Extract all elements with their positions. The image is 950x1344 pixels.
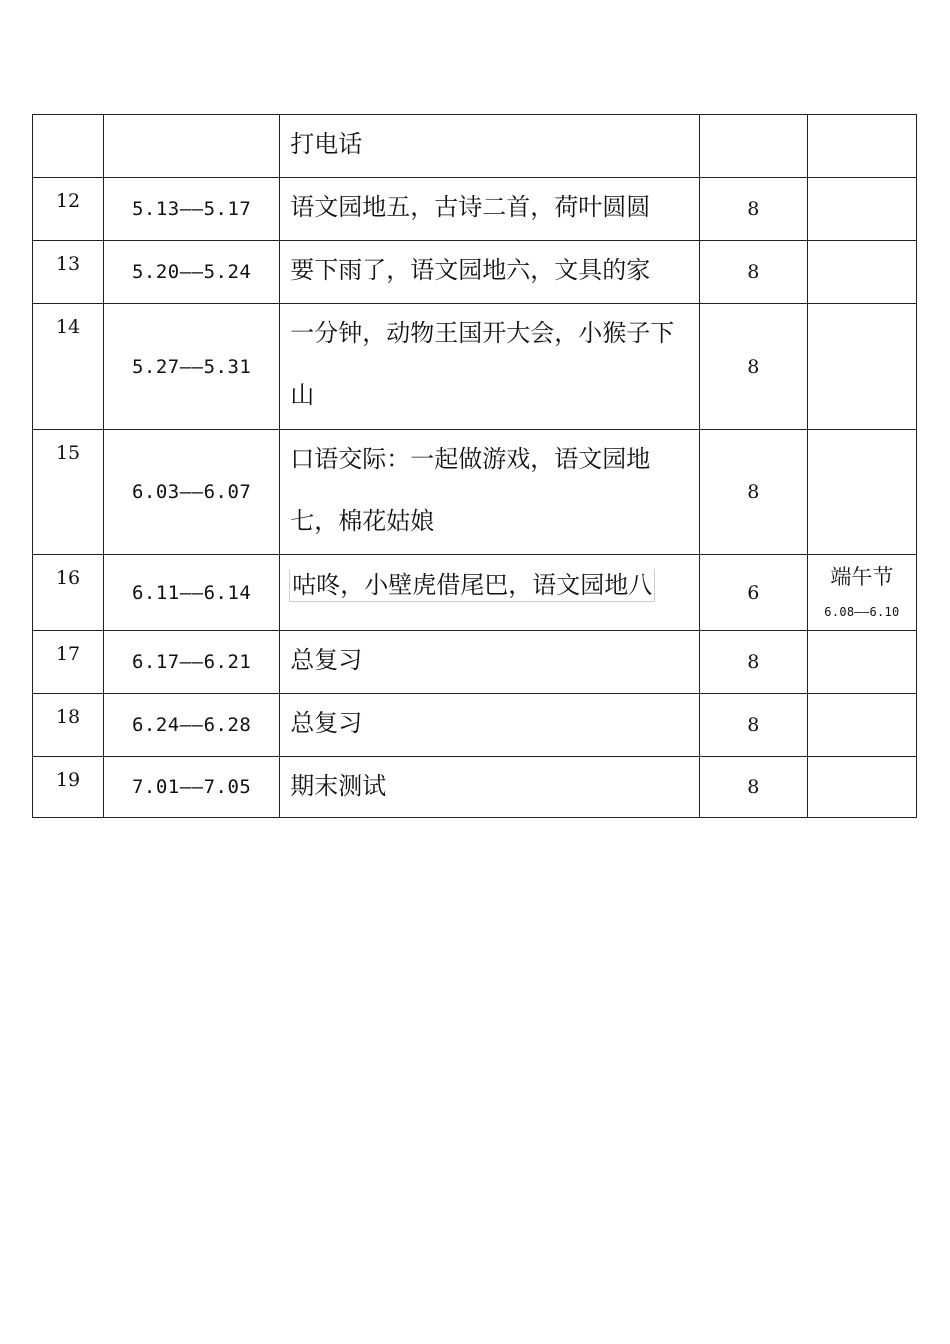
week-number: 13	[55, 253, 81, 275]
date-range: 6.03——6.07	[131, 481, 252, 503]
table-row	[33, 555, 917, 631]
lesson-content: 打电话	[290, 130, 363, 158]
table-row	[33, 178, 917, 241]
lesson-hours: 8	[747, 776, 760, 798]
date-cell	[104, 304, 280, 430]
table-row	[33, 304, 917, 430]
week-cell	[33, 555, 104, 631]
date-range: 7.01——7.05	[131, 776, 252, 798]
note-cell	[807, 757, 916, 818]
schedule-table	[32, 114, 917, 818]
date-cell	[104, 757, 280, 818]
week-number: 18	[55, 706, 81, 728]
week-cell	[33, 694, 104, 757]
note-cell	[807, 694, 916, 757]
lesson-content: 要下雨了，语文园地六，文具的家	[290, 256, 651, 284]
hours-cell	[699, 757, 807, 818]
lesson-content: 语文园地五，古诗二首，荷叶圆圆	[290, 193, 651, 221]
date-cell	[104, 694, 280, 757]
hours-cell	[699, 555, 807, 631]
week-cell	[33, 304, 104, 430]
table-row	[33, 430, 917, 555]
date-range: 5.20——5.24	[131, 261, 252, 283]
date-range: 6.11——6.14	[131, 581, 252, 604]
content-cell	[280, 430, 699, 555]
date-cell	[104, 631, 280, 694]
date-range: 5.13——5.17	[131, 198, 252, 220]
hours-cell	[699, 304, 807, 430]
lesson-hours: 8	[747, 714, 760, 736]
hours-cell	[699, 115, 807, 178]
content-cell	[280, 178, 699, 241]
lesson-hours: 6	[747, 581, 760, 604]
week-number: 19	[55, 769, 81, 791]
holiday-date-range: 6.08——6.10	[824, 605, 900, 619]
content-cell	[280, 757, 699, 818]
hours-cell	[699, 694, 807, 757]
week-cell	[33, 631, 104, 694]
week-number: 16	[55, 567, 81, 589]
hours-cell	[699, 430, 807, 555]
note-cell	[807, 115, 916, 178]
week-cell	[33, 178, 104, 241]
lesson-hours: 8	[747, 355, 760, 378]
date-range: 5.27——5.31	[131, 355, 252, 378]
lesson-content: 期末测试	[290, 772, 387, 800]
hours-cell	[699, 631, 807, 694]
date-cell	[104, 115, 280, 178]
table-row	[33, 241, 917, 304]
note-cell	[807, 241, 916, 304]
week-cell	[33, 115, 104, 178]
lesson-hours: 8	[747, 198, 760, 220]
date-cell	[104, 555, 280, 631]
week-number: 12	[55, 190, 81, 212]
date-cell	[104, 241, 280, 304]
table-row	[33, 631, 917, 694]
note-cell	[807, 178, 916, 241]
week-cell	[33, 430, 104, 555]
content-cell	[280, 694, 699, 757]
lesson-content: 总复习	[290, 646, 363, 674]
date-range: 6.17——6.21	[131, 651, 252, 673]
lesson-content: 口语交际：一起做游戏，语文园地七，棉花姑娘	[290, 445, 651, 535]
hours-cell	[699, 241, 807, 304]
table-row	[33, 757, 917, 818]
content-cell	[280, 115, 699, 178]
table-row	[33, 115, 917, 178]
lesson-hours: 8	[747, 261, 760, 283]
note-cell	[807, 430, 916, 555]
date-cell	[104, 178, 280, 241]
holiday-note: 端午节	[830, 565, 894, 589]
week-number: 14	[55, 316, 81, 338]
note-cell	[807, 304, 916, 430]
week-cell	[33, 241, 104, 304]
date-range: 6.24——6.28	[131, 714, 252, 736]
date-cell	[104, 430, 280, 555]
week-number: 17	[55, 643, 81, 665]
lesson-hours: 8	[747, 651, 760, 673]
content-cell	[280, 631, 699, 694]
note-cell	[807, 631, 916, 694]
lesson-content: 总复习	[290, 709, 363, 737]
content-cell	[280, 304, 699, 430]
lesson-content: 咕咚，小壁虎借尾巴，语文园地八	[289, 569, 655, 602]
content-cell	[280, 555, 699, 631]
lesson-content: 一分钟，动物王国开大会，小猴子下山	[290, 319, 675, 409]
table-row	[33, 694, 917, 757]
week-number: 15	[55, 442, 81, 464]
content-cell	[280, 241, 699, 304]
hours-cell	[699, 178, 807, 241]
lesson-hours: 8	[747, 481, 760, 503]
week-cell	[33, 757, 104, 818]
note-cell	[807, 555, 916, 631]
week-number	[33, 115, 103, 127]
